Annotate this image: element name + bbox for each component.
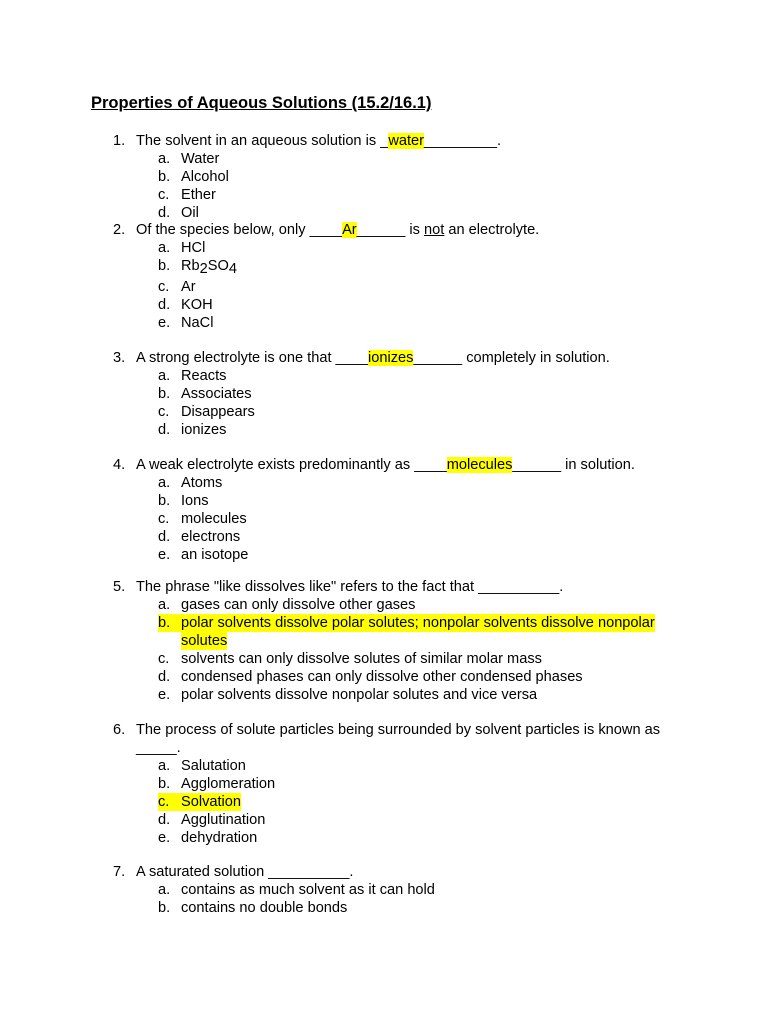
question-text: Of the species below, only ____Ar______ is not an electrolyte. <box>136 222 540 238</box>
option-a: a. gases can only dissolve other gases <box>158 597 416 613</box>
option-a: a. Water <box>158 151 220 167</box>
option-d: d. Oil <box>158 205 199 221</box>
option-d: d. ionizes <box>158 422 227 438</box>
question-number: 6. <box>113 722 126 738</box>
question-number: 1. <box>113 133 126 149</box>
highlighted-answer: ionizes <box>368 350 414 366</box>
question-number: 2. <box>113 222 126 238</box>
highlighted-answer: water <box>388 133 424 149</box>
option-e: e. an isotope <box>158 547 249 563</box>
option-d: d. KOH <box>158 297 213 313</box>
highlighted-answer: molecules <box>446 457 513 473</box>
question-6 <box>0 721 768 847</box>
option-a: a. contains as much solvent as it can hold <box>158 882 435 898</box>
question-text: A strong electrolyte is one that ____ionizes______ completely in solution. <box>136 350 610 366</box>
option-c-highlighted: c. Solvation <box>158 794 242 810</box>
question-4 <box>0 456 768 564</box>
option-e: e. polar solvents dissolve nonpolar solutes and vice versa <box>158 687 538 703</box>
option-c: c. solvents can only dissolve solutes of similar molar mass <box>158 651 542 667</box>
question-2 <box>0 221 768 332</box>
option-b: b. Associates <box>158 386 252 402</box>
question-text: A weak electrolyte exists predominantly as ____molecules______ in solution. <box>136 457 635 473</box>
option-c: c. molecules <box>158 511 247 527</box>
option-a: a. Atoms <box>158 475 223 491</box>
option-d: d. condensed phases can only dissolve other condensed phases <box>158 669 583 685</box>
option-a: a. Salutation <box>158 758 246 774</box>
question-number: 3. <box>113 350 126 366</box>
option-d: d. Agglutination <box>158 812 266 828</box>
option-a: a. HCl <box>158 240 206 256</box>
option-e: e. NaCl <box>158 315 214 331</box>
option-d: d. electrons <box>158 529 241 545</box>
option-e: e. dehydration <box>158 830 258 846</box>
question-text: A saturated solution __________. <box>136 864 354 880</box>
question-number: 7. <box>113 864 126 880</box>
option-c: c. Disappears <box>158 404 255 420</box>
option-b: b. Rb2SO4 <box>158 258 237 277</box>
option-b-continued: solutes <box>181 633 228 649</box>
question-text-continued: _____. <box>136 740 181 756</box>
question-5 <box>0 578 768 704</box>
question-number: 4. <box>113 457 126 473</box>
option-c: c. Ar <box>158 279 196 295</box>
option-a: a. Reacts <box>158 368 227 384</box>
question-7 <box>0 863 768 917</box>
highlighted-answer: Ar <box>342 222 357 238</box>
option-b: b. contains no double bonds <box>158 900 348 916</box>
question-text: The phrase "like dissolves like" refers to the fact that __________. <box>136 579 564 595</box>
page-title: Properties of Aqueous Solutions (15.2/16.1) <box>91 94 432 112</box>
option-b-highlighted: b. polar solvents dissolve polar solutes; nonpolar solvents dissolve nonpolar <box>158 615 655 631</box>
question-1 <box>0 132 768 222</box>
option-b: b. Agglomeration <box>158 776 276 792</box>
option-b: b. Alcohol <box>158 169 229 185</box>
question-text: The process of solute particles being surrounded by solvent particles is known as <box>136 722 661 738</box>
question-3 <box>0 349 768 439</box>
option-c: c. Ether <box>158 187 216 203</box>
question-text: The solvent in an aqueous solution is _water_________. <box>136 133 502 149</box>
question-number: 5. <box>113 579 126 595</box>
option-b: b. Ions <box>158 493 209 509</box>
